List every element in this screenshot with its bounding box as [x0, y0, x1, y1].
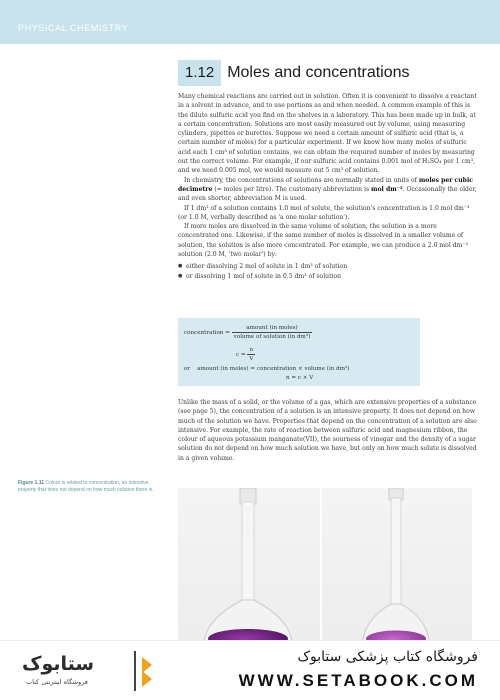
- equation-concentration: concentration = $\frac{\text{amount (in moles)}}{\text{volume of solution (in dm³)}}$: [184, 325, 311, 340]
- term-moles-per-cubic-decimetre: moles per cubic decimetre: [178, 176, 473, 193]
- equation-n-c-v: n = c × V: [286, 375, 314, 381]
- running-head-text: PHYSICAL CHEMISTRY: [18, 23, 129, 33]
- bullet-item: ● or dissolving 1 mol of solute in 0.5 dm³ of solution: [178, 272, 478, 281]
- logo-subtitle: فروشگاه اینترنتی کتاب: [26, 678, 88, 686]
- store-name: فروشگاه کتاب پزشکی ستابوک: [297, 649, 478, 665]
- running-head: [0, 0, 500, 44]
- figure-label: Figure 1.11: [18, 480, 45, 486]
- paragraph-1: Many chemical reactions are carried out in solution. Often it is convenient to dissolve a reactant in a solvent in advance, and to use portions as and when needed. A common example of this is the dilute sulfuric acid you find on the shelves in a laboratory. This has been made up in bulk, at a certain concentration. Solutions are most easily measured out by volume, using measuring cylinders, pipettes or burettes. Suppose we need a certain amount of sulfuric acid (that is, a certain number of moles) for a particular experiment. If we know how many moles of sulfuric acid each 1 cm³ of solution contains, we can obtain the required number of moles by measuring out the correct volume. For example, if our sulfuric acid contains 0.001 mol of H₂SO₄ per 1 cm³, and we need 0.005 mol, we would measure out 5 cm³ of solution.: [178, 93, 477, 175]
- paragraph-2: In chemistry, the concentrations of solutions are normally stated in units of moles per cubic decimetre (= moles per litre). The customary abbreviation is mol dm⁻³. Occasionally the older, and even shorter, abbreviation M is used.: [178, 176, 477, 203]
- fraction: $\frac{n}{V}$: [249, 347, 254, 362]
- fraction: $\frac{\text{amount (in moles)}}{\text{volume of solution (in dm³)}}$: [233, 325, 311, 340]
- footer-banner: [0, 640, 500, 700]
- body-text-after: [178, 398, 478, 463]
- paragraph-3: If 1 dm³ of a solution contains 1.0 mol of solute, the solution's concentration is 1.0 mol dm⁻³ (or 1.0 M, verbally described as 'a one molar solution').: [178, 204, 470, 221]
- store-logo: [22, 653, 117, 689]
- figure-caption: Figure 1.11 Colour is related to concentration, an intensive property that does not depend on how much solution there is.: [18, 480, 154, 493]
- unit-abbreviation: mol dm⁻³: [371, 185, 403, 193]
- equation-amount: or amount (in moles) = concentration × volume (in dm³): [184, 366, 350, 372]
- section-heading: [178, 60, 438, 86]
- logo-text: ستابوک: [22, 653, 95, 675]
- logo-chevron-icon: [134, 651, 156, 691]
- paragraph-4: If more moles are dissolved in the same volume of solution, the solution is a more concentrated one. Likewise, if the same number of moles is dissolved in a smaller volume of solution, the solution is also more concentrated. For example, we can produce a 2.0 mol dm⁻³ solution (2.0 M, 'two molar') by:: [178, 223, 469, 259]
- section-title: Moles and concentrations: [227, 64, 410, 81]
- body-text: [178, 92, 478, 285]
- equation-box: [178, 318, 420, 386]
- bullet-item: ● either dissolving 2 mol of solute in 1 dm³ of solution: [178, 262, 478, 271]
- paragraph-5: Unlike the mass of a solid, or the volume of a gas, which are extensive properties of a substance (see page 5), the concentration of a solution is an intensive property. It does not depend on how much of the solution we have. Properties that depend on the concentration of a solution are also intensive. For example, the rate of reaction between sulfuric acid and magnesium ribbon, the colour of aqueous potassium manganate(VII), the sourness of vinegar and the density of a sugar solution do not depend on how much solution we have, but only on how much solute is dissolved in a given volume.: [178, 399, 477, 462]
- equation-c-n-v: c = $\frac{n}{V}$: [236, 347, 254, 362]
- section-number: 1.12: [178, 60, 221, 86]
- website-link[interactable]: WWW.SETABOOK.COM: [238, 671, 478, 690]
- bullet-list: [178, 262, 478, 281]
